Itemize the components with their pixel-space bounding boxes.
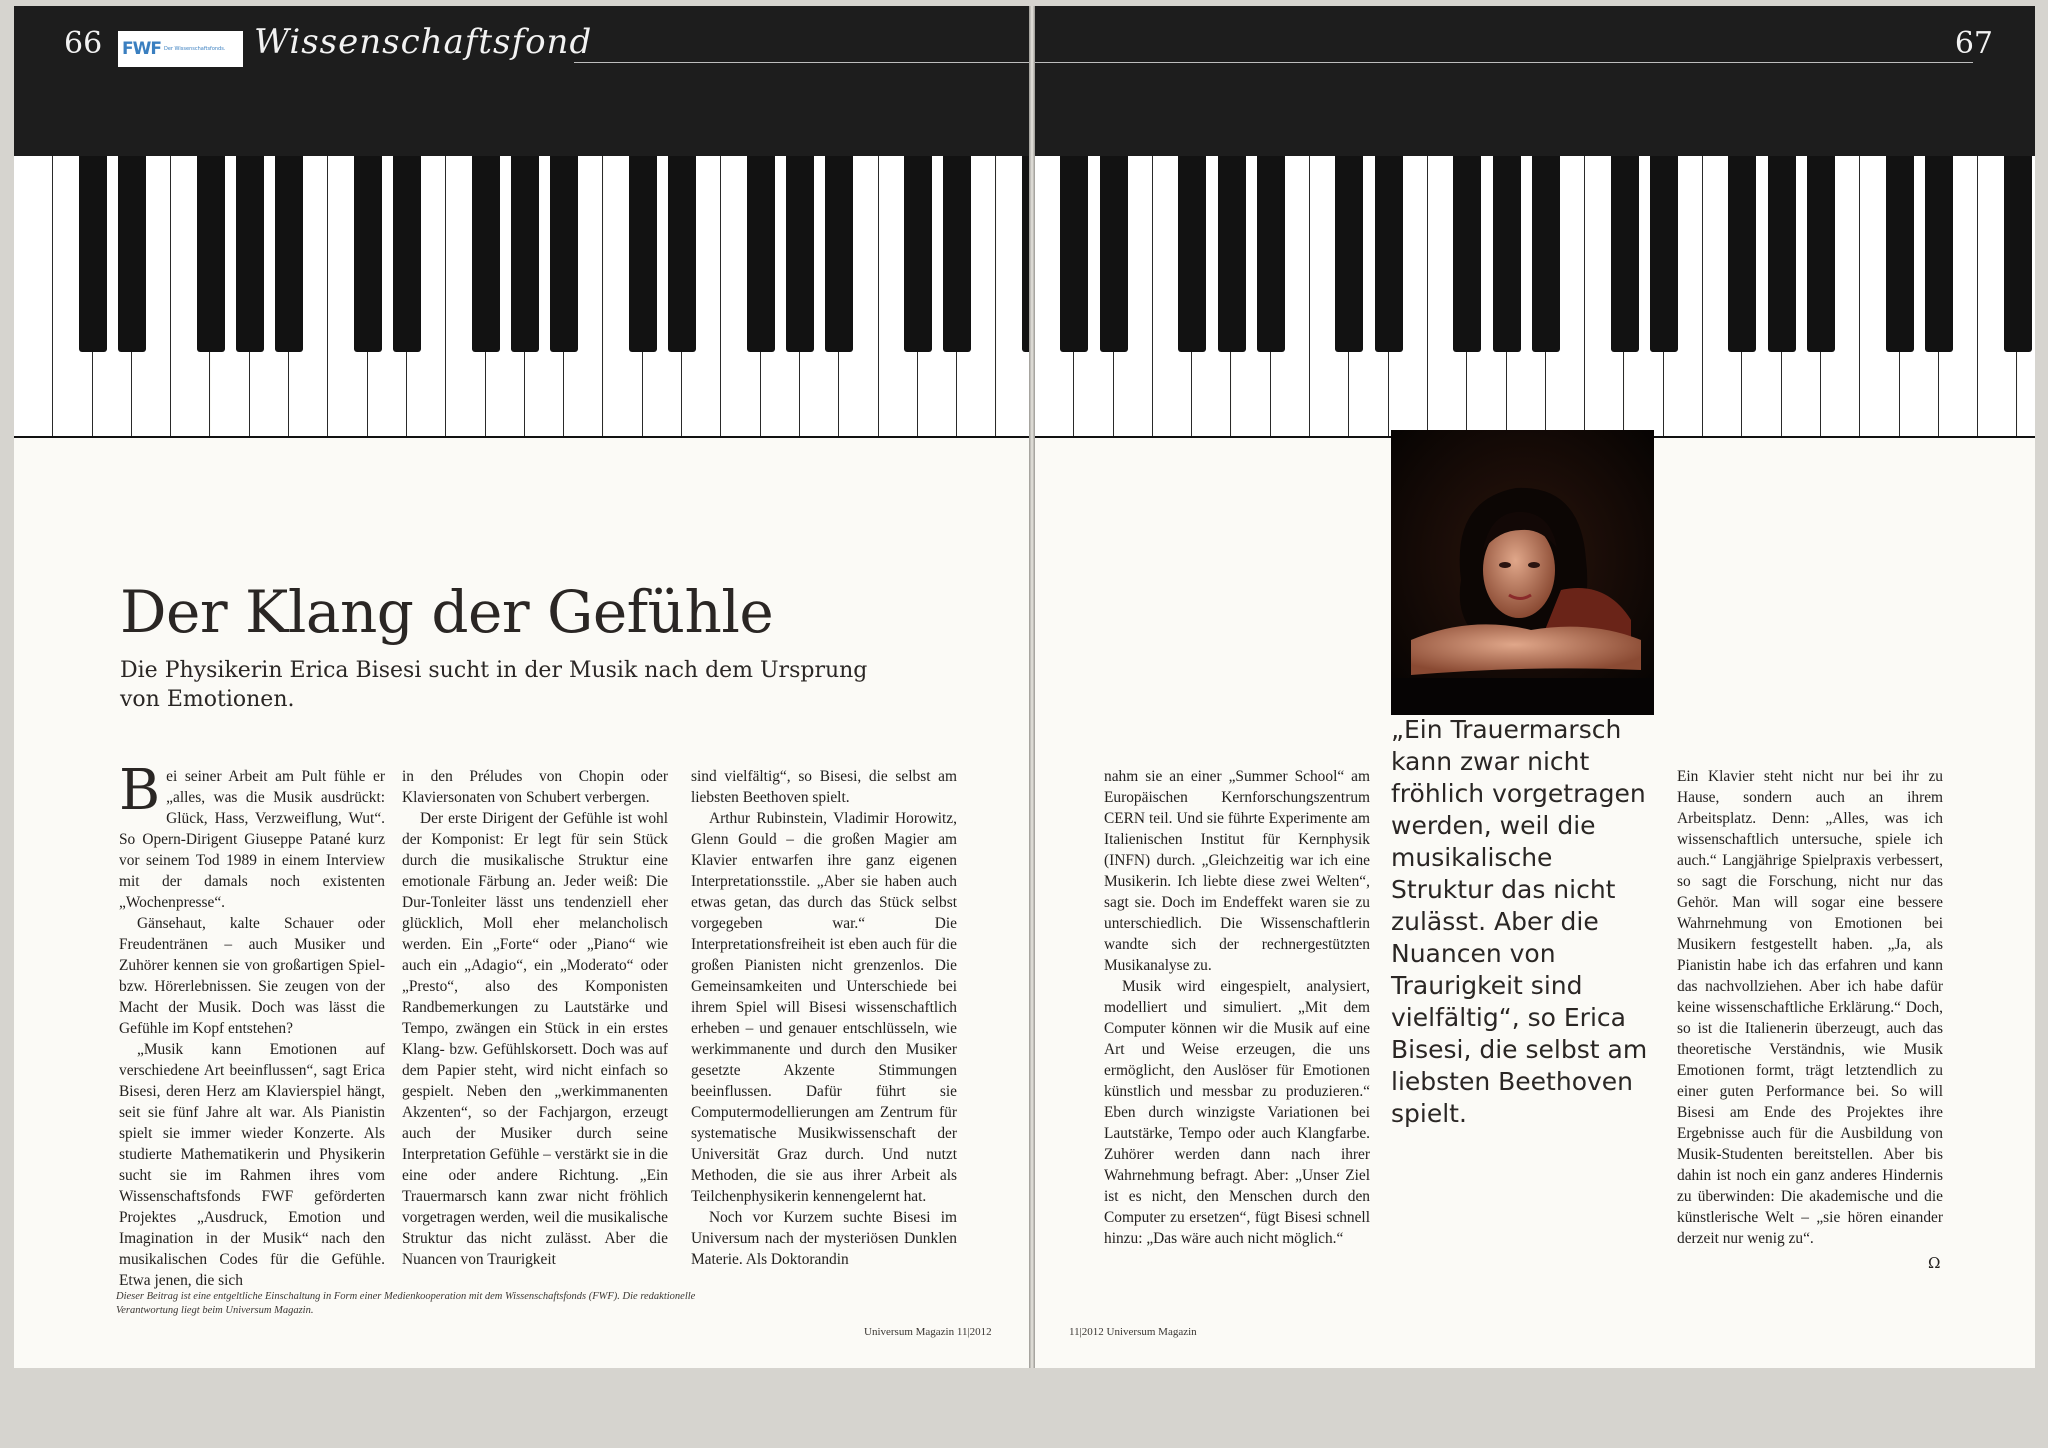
black-key bbox=[1178, 156, 1206, 352]
black-key bbox=[1886, 156, 1914, 352]
black-key bbox=[1728, 156, 1756, 352]
header-bar bbox=[1035, 6, 2035, 156]
folio: Universum Magazin 11|2012 bbox=[864, 1326, 992, 1338]
paragraph: nahm sie an einer „Summer School“ am Europäischen Kernforschungszentrum CERN teil. Und sie führte Experimente am Italienischen Institut für Kernphysik (INFN) durch. „Gleichzeitig war ich eine Musikerin. Ich liebte diese zwei Welten“, sagt sie. Doch im Endeffekt waren sie zu unterschiedlich. Die Wissenschaftlerin wandte sich der rechnergestützten Musikanalyse zu. bbox=[1104, 768, 1370, 974]
paragraph: Der erste Dirigent der Gefühle ist wohl der Komponist: Er legt für sein Stück durch die musikalische Struktur eine emotionale Färbung an. Jeder weiß: Die Dur-Tonleiter lässt uns tendenziell eher glücklich, Moll eher melancholisch werden. Ein „Forte“ oder „Piano“ wie auch ein „Adagio“, ein „Moderato“ oder „Presto“, also des Komponisten Randbemerkungen zu Lautstärke und Tempo, zwängen ein Stück in ein erstes Klang- bzw. Gefühlskorsett. Doch was auf dem Papier steht, wird nicht einfach so gespielt. Neben den „werkimmanenten Akzenten“, so der Fachjargon, erzeugt auch der Musiker durch seine Interpretation Gefühle – verstärkt sie in die eine oder andere Richtung. „Ein Trauermarsch kann zwar nicht fröhlich vorgetragen werden, weil die musikalische Struktur das nicht zulässt. Aber die Nuancen von Traurigkeit bbox=[402, 810, 668, 1268]
black-key bbox=[1257, 156, 1285, 352]
black-key bbox=[197, 156, 225, 352]
black-key bbox=[236, 156, 264, 352]
white-key bbox=[14, 156, 53, 438]
fwf-logo-mark: FWF bbox=[122, 39, 161, 59]
black-key bbox=[786, 156, 814, 352]
black-key bbox=[354, 156, 382, 352]
paragraph: „Musik kann Emotionen auf verschiedene Art beeinflussen“, sagt Erica Bisesi, deren Herz am Klavierspiel hängt, seit sie fünf Jahre alt war. Als Pianistin spielt sie immer wieder Konzerte. Als studierte Mathematikerin und Physikerin sucht sie im Rahmen ihres vom Wissenschaftsfonds FWF geförderten Projektes „Ausdruck, Emotion und Imagination in der Musik“ nach den musikalischen Codes für die Gefühle. Etwa jenen, die sich bbox=[119, 1041, 385, 1289]
page-number: 67 bbox=[1954, 26, 1993, 61]
paragraph: Gänsehaut, kalte Schauer oder Freudentränen – auch Musiker und Zuhörer kennen sie von großartigen Spiel- bzw. Hörerlebnissen. Sie zeugen von der Macht der Musik. Doch was lässt die Gefühle im Kopf entstehen? bbox=[119, 915, 385, 1037]
black-key bbox=[1807, 156, 1835, 352]
sponsor-note: Dieser Beitrag ist eine entgeltliche Einschaltung in Form einer Medienkooperation mit dem Wissenschaftsfonds (FWF). Die redaktionelle Verantwortung liegt beim Universum Magazin. bbox=[116, 1291, 696, 1316]
left-page bbox=[14, 6, 1029, 1368]
section-title: Wissenschaftsfond bbox=[254, 22, 593, 62]
black-key bbox=[1100, 156, 1128, 352]
text-column-2 bbox=[402, 766, 668, 1270]
black-key bbox=[629, 156, 657, 352]
black-key bbox=[1022, 156, 1029, 352]
black-key bbox=[904, 156, 932, 352]
right-page bbox=[1035, 6, 2035, 1368]
text-column-5 bbox=[1677, 766, 1943, 1249]
black-key bbox=[1060, 156, 1088, 352]
black-key bbox=[1218, 156, 1246, 352]
black-key bbox=[550, 156, 578, 352]
paragraph: sind vielfältig“, so Bisesi, die selbst am liebsten Beethoven spielt. bbox=[691, 768, 957, 806]
header-rule bbox=[1035, 62, 1973, 63]
black-key bbox=[472, 156, 500, 352]
piano-keys-graphic bbox=[1035, 156, 2035, 438]
black-key bbox=[747, 156, 775, 352]
text-column-3 bbox=[691, 766, 957, 1270]
black-key bbox=[1650, 156, 1678, 352]
portrait-photo bbox=[1391, 430, 1654, 715]
paragraph: Arthur Rubinstein, Vladimir Horowitz, Glenn Gould – die großen Magier am Klavier entwarfen ihre ganz eigenen Interpretationsstile. „Aber sie haben auch etwas getan, das durch das Stück selbst vorgegeben war.“ Die Interpretationsfreiheit ist eben auch für die großen Pianisten nicht grenzenlos. Die Gemeinsamkeiten und Unterschiede bei ihrem Spiel will Bisesi wissenschaftlich erheben – und genauer entschlüsseln, wie werkimmanente und durch den Musiker gesetzte Akzente Stimmungen beeinflussen. Dafür führt sie Computermodellierungen am Zentrum für systematische Musikwissenschaft der Universität Graz durch. Und nutzt Methoden, die sie aus ihrer Arbeit als Teilchenphysikerin kennengelernt hat. bbox=[691, 810, 957, 1205]
paragraph: Musik wird eingespielt, analysiert, modelliert und simuliert. „Mit dem Computer können wir die Musik auf eine Art und Weise erzeugen, die uns ermöglicht, den Auslöser für Emotionen künstlich und messbar zu produzieren.“ Eben durch winzigste Variationen bei Lautstärke, Tempo oder auch Klangfarbe. Zuhörer werden dann nach ihrer Wahrnehmung befragt. Aber: „Unser Ziel ist es nicht, den Menschen durch den Computer zu ersetzen“, fügt Bisesi schnell hinzu: „Das wäre auch nicht möglich.“ bbox=[1104, 978, 1370, 1247]
piano-keys-graphic bbox=[14, 156, 1029, 438]
black-key bbox=[79, 156, 107, 352]
black-key bbox=[2004, 156, 2032, 352]
black-key bbox=[511, 156, 539, 352]
black-key bbox=[1493, 156, 1521, 352]
black-key bbox=[1611, 156, 1639, 352]
black-key bbox=[275, 156, 303, 352]
page-number: 66 bbox=[64, 26, 103, 61]
black-key bbox=[943, 156, 971, 352]
black-key bbox=[668, 156, 696, 352]
text-column-1 bbox=[119, 758, 385, 1291]
article-dek: Die Physikerin Erica Bisesi sucht in der Musik nach dem Ursprung von Emotionen. bbox=[120, 658, 868, 712]
black-key bbox=[1453, 156, 1481, 352]
black-key bbox=[825, 156, 853, 352]
end-mark: Ω bbox=[1928, 1254, 1941, 1272]
paragraph: ei seiner Arbeit am Pult fühle er „alles, was die Musik ausdrückt: Glück, Hass, Verzweiflung, Wut“. So Opern-Dirigent Giuseppe Patané kurz vor seinem Tod 1989 in einem Interview mit der damals noch existenten „Wochenpresse“. bbox=[119, 768, 385, 911]
black-key bbox=[1532, 156, 1560, 352]
paragraph: in den Préludes von Chopin oder Klaviersonaten von Schubert verbergen. bbox=[402, 768, 668, 806]
keyboard-edge bbox=[14, 436, 1029, 438]
fwf-logo-subtext: Der Wissenschaftsfonds. bbox=[163, 46, 226, 52]
black-key bbox=[393, 156, 421, 352]
black-key bbox=[1925, 156, 1953, 352]
article-headline: Der Klang der Gefühle bbox=[120, 578, 774, 646]
pull-quote: „Ein Trauermarsch kann zwar nicht fröhlich vorgetragen werden, weil die musikalische Struktur das nicht zulässt. Aber die Nuancen von Traurigkeit sind vielfältig“, so Erica Bisesi, die selbst am liebsten Beethoven spielt. bbox=[1391, 715, 1648, 1128]
fwf-logo bbox=[118, 31, 243, 67]
black-key bbox=[118, 156, 146, 352]
black-key bbox=[1335, 156, 1363, 352]
drop-cap: B bbox=[119, 758, 161, 823]
folio: 11|2012 Universum Magazin bbox=[1069, 1326, 1197, 1338]
paragraph: Noch vor Kurzem suchte Bisesi im Universum nach der mysteriösen Dunklen Materie. Als Doktorandin bbox=[691, 1209, 957, 1268]
header-rule bbox=[574, 62, 1029, 63]
paragraph: Ein Klavier steht nicht nur bei ihr zu Hause, sondern auch an ihrem Arbeitsplatz. Denn: „Alles, was ich wissenschaftlich untersuche, spiele ich auch.“ Langjährige Spielpraxis verbessert, so sagt die Forschung, nicht nur das Gehör. Man will sogar eine bessere Wahrnehmung von Emotionen bei Musikern festgestellt haben. „Ja, als Pianistin habe ich das erfahren und kann das nachvollziehen. Aber ich habe dafür keine wissenschaftliche Erklärung.“ Doch, so ist die Italienerin überzeugt, auch das theoretische Verständnis, wie Musik Emotionen formt, trägt letztendlich zu einer guten Performance bei. So will Bisesi am Ende des Projektes ihre Ergebnisse auch für die Ausbildung von Musik-Studenten bereitstellen. Aber bis dahin ist noch ein ganz anderes Hindernis zu überwinden: Die akademische und die künstlerische Welt – „sie hören einander derzeit nur wenig zu“. bbox=[1677, 768, 1943, 1247]
black-key bbox=[1375, 156, 1403, 352]
black-key bbox=[1768, 156, 1796, 352]
text-column-4 bbox=[1104, 766, 1370, 1249]
